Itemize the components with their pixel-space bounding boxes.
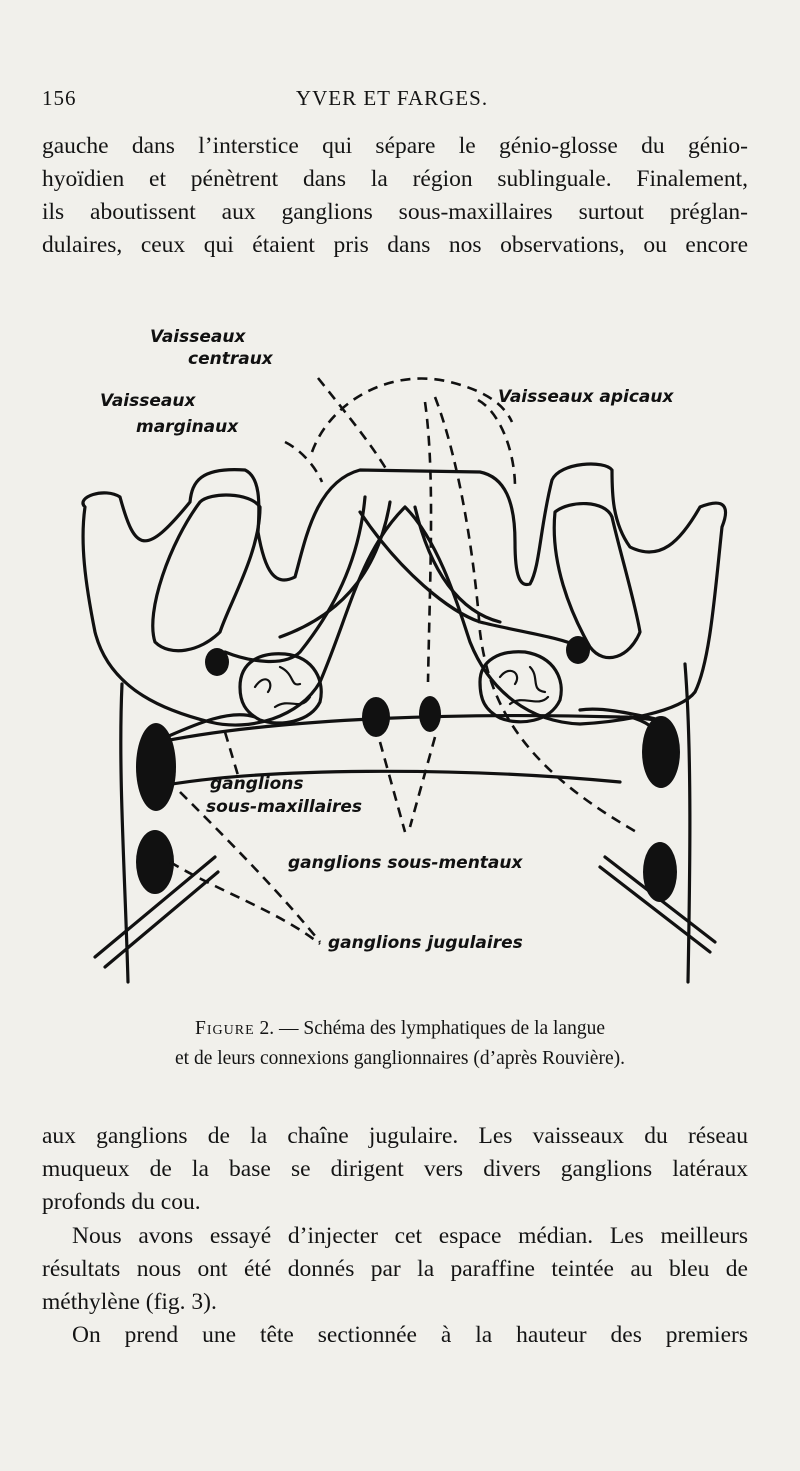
text-line: ils aboutissent aux ganglions sous-maxillaires surtout préglan- [42,199,748,225]
label-ganglions-sous-mentaux: ganglions sous-mentaux [288,853,523,873]
caption-figure-number: 2. [259,1018,275,1039]
text-line: méthylène (fig. 3). [42,1289,217,1315]
label-ganglions-sous-maxillaires-1: ganglions [210,774,304,794]
node-jugular-right-lower [643,842,677,902]
node-submaxillary-left [205,648,229,676]
running-head: YVER ET FARGES. [295,86,489,110]
paragraph-bottom [42,1120,748,1219]
left-submaxillary-gland [240,654,321,723]
tongue-outline [83,464,726,725]
left-tonsil [153,495,260,651]
node-jugular-left-upper [136,723,176,811]
paragraph-top [42,130,748,262]
text-line: Nous avons essayé d’injecter cet espace médian. Les meilleurs [72,1223,748,1249]
right-tonsil [554,504,640,658]
node-jugular-left-lower [136,830,174,894]
label-vaisseaux-marginaux-2: marginaux [136,417,239,437]
figure-caption [42,1014,758,1074]
label-vaisseaux-apicaux: Vaisseaux apicaux [498,387,674,407]
page-number: 156 [42,86,77,110]
caption-line-1 [42,1014,758,1044]
text-line: aux ganglions de la chaîne jugulaire. Les vaisseaux du réseau [42,1123,748,1149]
node-submaxillary-right [566,636,590,664]
text-line: hyoïdien et pénètrent dans la région sublinguale. Finalement, [42,166,748,192]
caption-line-2: et de leurs connexions ganglionnaires (d’après Rouvière). [175,1048,625,1069]
label-vaisseaux-centraux-1: Vaisseaux [150,327,246,347]
caption-figure-word: Figure [195,1018,255,1039]
text-line: gauche dans l’interstice qui sépare le génio-glosse du génio- [42,133,748,159]
text-line: profonds du cou. [42,1189,201,1215]
page-header [42,86,742,116]
node-submental-right [419,696,441,732]
label-ganglions-jugulaires: ganglions jugulaires [328,933,523,953]
paragraph-injection [42,1220,748,1319]
figure-lymphatics-diagram [60,312,750,1012]
caption-title: — Schéma des lymphatiques de la langue [279,1018,605,1039]
paragraph-procedure [42,1319,748,1352]
text-line: résultats nous ont été donnés par la paraffine teintée au bleu de [42,1256,748,1282]
text-line: muqueux de la base se dirigent vers divers ganglions latéraux [42,1156,748,1182]
label-ganglions-sous-maxillaires-2: sous-maxillaires [206,797,363,817]
node-submental-left [362,697,390,737]
text-line: dulaires, ceux qui étaient pris dans nos observations, ou encore [42,232,748,258]
label-vaisseaux-centraux-2: centraux [188,349,273,369]
text-line: On prend une tête sectionnée à la hauteur des premiers [72,1322,748,1348]
node-jugular-right-upper [642,716,680,788]
label-vaisseaux-marginaux-1: Vaisseaux [100,391,196,411]
